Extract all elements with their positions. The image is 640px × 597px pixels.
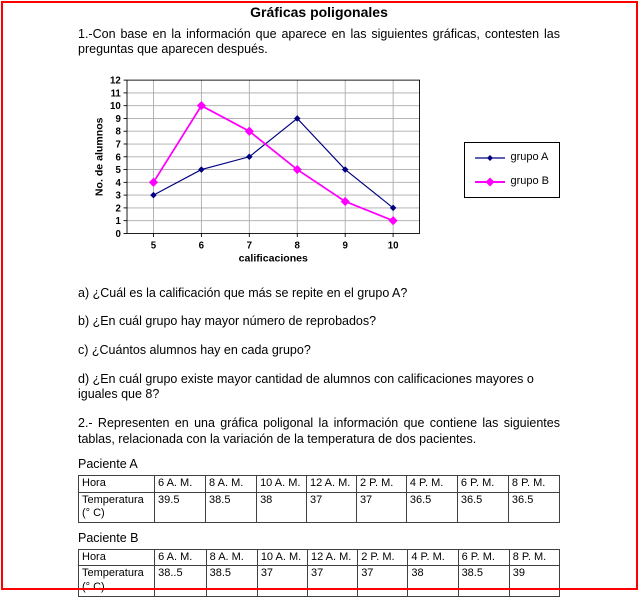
table-cell: 39.5 <box>155 492 206 523</box>
x-tick-label: 8 <box>294 240 300 252</box>
y-tick-label: 0 <box>115 228 121 240</box>
y-tick-label: 12 <box>110 75 121 87</box>
table-header-cell: 6 A. M. <box>155 475 206 492</box>
y-tick-label: 8 <box>115 126 121 138</box>
y-tick-label: 2 <box>115 203 121 215</box>
y-tick-label: 7 <box>115 139 121 151</box>
table-header-cell: Hora <box>79 475 155 492</box>
series-marker-grupo-A <box>151 192 156 197</box>
table-cell: 37 <box>257 566 307 597</box>
table-header-cell: 6 A. M. <box>155 549 207 566</box>
table-cell: 38.5 <box>206 566 257 597</box>
x-tick-label: 5 <box>150 240 157 252</box>
question-b: b) ¿En cuál grupo hay mayor número de reprobados? <box>78 314 377 329</box>
chart-legend <box>464 142 560 198</box>
patient-b-section <box>78 531 560 597</box>
table-cell: 37 <box>308 566 358 597</box>
x-tick-label: 10 <box>387 240 399 252</box>
y-axis-label: No. de alumnos <box>93 117 106 196</box>
patient-a-table <box>78 475 560 523</box>
table-cell: 39 <box>509 566 559 597</box>
x-tick-label: 6 <box>198 240 205 252</box>
table-cell: 38.5 <box>458 566 509 597</box>
table-cell: 38 <box>257 492 307 523</box>
table-header-cell: 10 A. M. <box>257 549 307 566</box>
table-cell: 38 <box>408 566 458 597</box>
y-tick-label: 6 <box>115 152 121 164</box>
table-cell: 36.5 <box>457 492 508 523</box>
table-header-cell: 10 A. M. <box>257 475 307 492</box>
table-row <box>79 549 560 566</box>
y-tick-label: 3 <box>115 190 121 202</box>
grades-chart <box>90 62 560 278</box>
question-a: a) ¿Cuál es la calificación que más se repite en el grupo A? <box>78 285 408 300</box>
table-header-cell: 4 P. M. <box>408 549 458 566</box>
series-line-grupo-A <box>153 118 393 207</box>
table-header-cell: 8 P. M. <box>508 475 559 492</box>
legend-item <box>475 151 549 165</box>
y-tick-label: 4 <box>115 177 121 189</box>
y-tick-label: 10 <box>110 100 121 112</box>
page-title: Gráficas poligonales <box>250 4 388 20</box>
legend-marker-icon <box>475 176 505 188</box>
y-tick-label: 9 <box>115 113 121 125</box>
x-axis-label: calificaciones <box>238 252 308 265</box>
table-header-cell: 12 A. M. <box>307 475 357 492</box>
legend-label: grupo B <box>510 174 549 187</box>
table-header-cell: Hora <box>79 549 155 566</box>
table-cell: 37 <box>307 492 357 523</box>
legend-marker-icon <box>475 152 505 164</box>
patient-a-section <box>78 457 560 523</box>
question-c: c) ¿Cuántos alumnos hay en cada grupo? <box>78 343 311 357</box>
table-cell: 38..5 <box>155 566 207 597</box>
table-cell: 37 <box>358 566 408 597</box>
legend-item <box>475 175 549 189</box>
table-header-cell: 8 P. M. <box>509 549 559 566</box>
table-row <box>79 492 560 523</box>
grades-chart-svg <box>90 62 442 278</box>
table-cell: 37 <box>356 492 406 523</box>
patient-b-table <box>78 549 560 597</box>
series-marker-grupo-B <box>197 101 205 109</box>
table-header-cell: 6 P. M. <box>457 475 508 492</box>
x-tick-label: 7 <box>246 240 253 252</box>
x-tick-label: 9 <box>342 240 348 252</box>
series-marker-grupo-B <box>149 178 157 186</box>
patient-a-title: Paciente A <box>78 457 138 472</box>
y-tick-label: 5 <box>115 164 121 176</box>
y-tick-label: 1 <box>115 215 121 227</box>
questions-list <box>78 286 560 403</box>
table-cell: 36.5 <box>406 492 457 523</box>
y-tick-label: 11 <box>110 88 121 100</box>
table-row <box>79 475 560 492</box>
series-marker-grupo-A <box>199 167 204 172</box>
question-d: d) ¿En cuál grupo existe mayor cantidad de alumnos con calificaciones mayores o iguales que 8? <box>78 371 534 402</box>
table-header-cell: 8 A. M. <box>206 549 257 566</box>
patient-b-title: Paciente B <box>78 531 139 545</box>
table-header-cell: 8 A. M. <box>206 475 257 492</box>
exercise2-paragraph: 2.- Representen en una gráfica poligonal la información que contiene las siguientes tablas, relacionada con la variación de la temperatura de dos pacientes. <box>78 415 560 446</box>
table-header-cell: 2 P. M. <box>356 475 406 492</box>
intro-paragraph: 1.-Con base en la información que aparece en las siguientes gráficas, contesten las preguntas que aparecen después. <box>78 26 560 57</box>
series-line-grupo-B <box>153 105 393 220</box>
table-cell: 38.5 <box>206 492 257 523</box>
table-header-cell: 2 P. M. <box>358 549 408 566</box>
table-header-cell: 12 A. M. <box>308 549 358 566</box>
table-cell: Temperatura (° C) <box>79 492 155 523</box>
table-cell: Temperatura (° C) <box>79 566 155 597</box>
table-header-cell: 6 P. M. <box>458 549 509 566</box>
series-marker-grupo-B <box>389 216 397 224</box>
table-cell: 36.5 <box>508 492 559 523</box>
legend-label: grupo A <box>510 151 549 163</box>
table-header-cell: 4 P. M. <box>406 475 457 492</box>
